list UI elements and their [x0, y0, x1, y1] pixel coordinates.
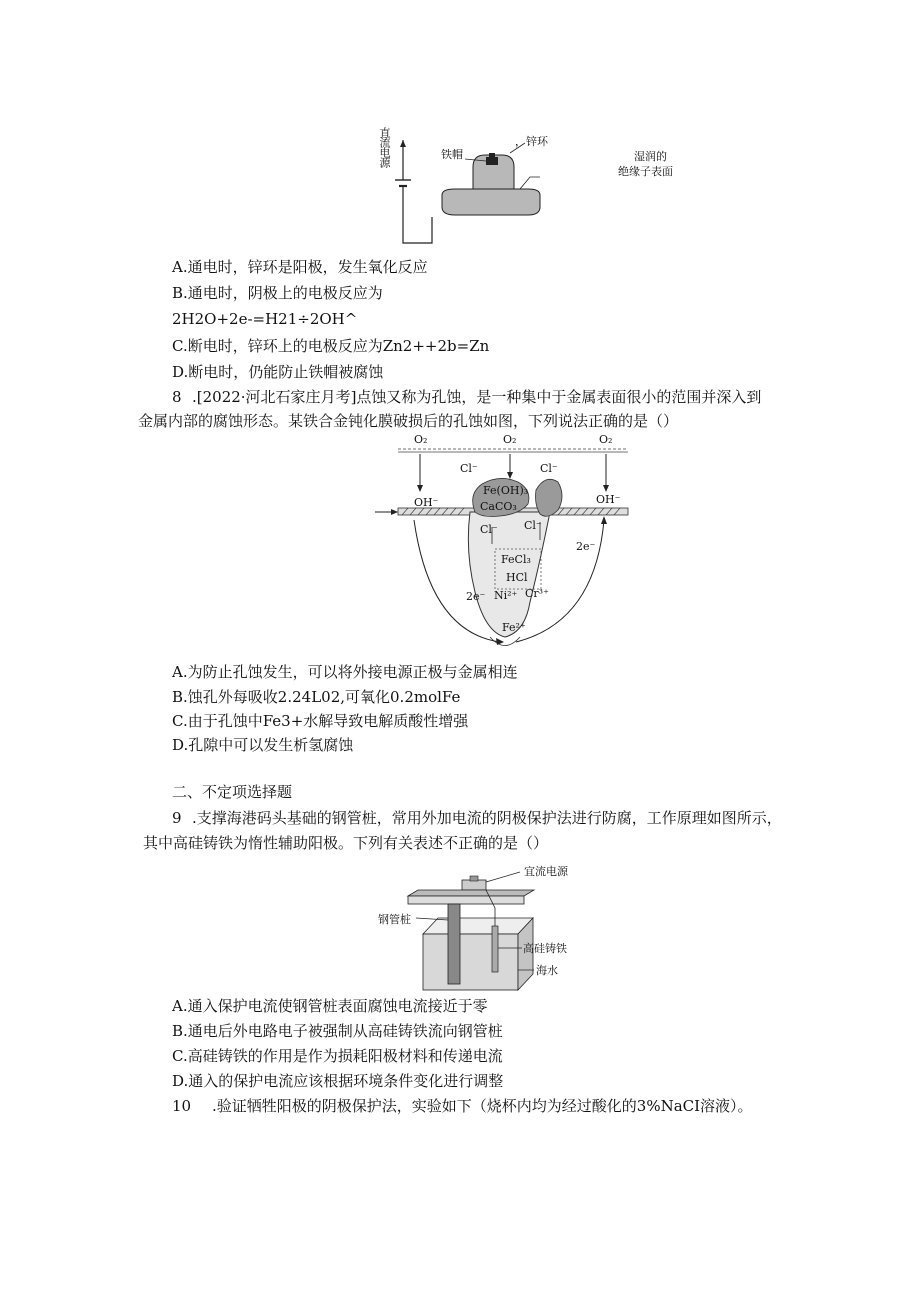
fe2-label: Fe²⁺	[502, 621, 526, 634]
q9-option-d: D.通入的保护电流应该根据环境条件变化进行调整	[172, 1072, 504, 1090]
section-title: 二、不定项选择题	[172, 783, 293, 801]
cl-label-right: Cl⁻	[540, 462, 558, 475]
q8-option-d: D.孔隙中可以发生析氢腐蚀	[172, 736, 354, 754]
oh-label-left: OH⁻	[414, 496, 439, 509]
caco3-label: CaCO₃	[480, 500, 517, 513]
hcl-label: HCl	[506, 571, 528, 584]
q9-option-b: B.通电后外电路电子被强制从高硅铸铁流向钢管桩	[172, 1022, 503, 1040]
q8-option-c: C.由于孔蚀中Fe3+水解导致电解质酸性增强	[172, 712, 469, 730]
q7-option-b: B.通电时，阴极上的电极反应为	[172, 284, 383, 302]
ni-label: Ni²⁺	[494, 589, 518, 602]
q10-number: 10	[172, 1097, 192, 1115]
anode-label: 高硅铸铁	[523, 942, 567, 955]
q8-option-b: B.蚀孔外每吸收2.24L02,可氧化0.2molFe	[172, 688, 461, 706]
figure-insulator	[370, 125, 710, 250]
oh-label-right: OH⁻	[596, 493, 621, 506]
iron-cap-label: 铁帽	[441, 148, 463, 161]
cl-label-pit-left: Cl⁻	[480, 523, 498, 536]
q7-option-a: A.通电时，锌环是阳极，发生氧化反应	[172, 258, 428, 276]
cl-label-top: Cl⁻	[460, 462, 478, 475]
q9-stem-line2: 其中高硅铸铁为惰性辅助阳极。下列有关表述不正确的是（）	[143, 834, 549, 852]
feoh3-label: Fe(OH)₃	[483, 484, 529, 497]
seawater-label: 海水	[536, 964, 558, 977]
q7-option-d: D.断电时，仍能防止铁帽被腐蚀	[172, 363, 384, 381]
q8-option-a: A.为防止孔蚀发生，可以将外接电源正极与金属相连	[172, 663, 518, 681]
electron-label-right: 2e⁻	[576, 540, 596, 553]
electron-label-left: 2e⁻	[466, 590, 486, 603]
dc-power-label: 宜流电源	[524, 865, 568, 878]
steel-pile-label: 钢管桩	[378, 913, 411, 926]
zinc-ring-label: ，锌环	[515, 135, 548, 148]
power-supply-label: 直流电源	[378, 127, 391, 167]
q8-number: 8	[172, 388, 182, 406]
q7-option-c: C.断电时，锌环上的电极反应为Zn2++2b=Zn	[172, 337, 490, 355]
o2-label-left: O₂	[414, 433, 428, 446]
q8-stem-line2: 金属内部的腐蚀形态。某铁合金钝化膜破损后的孔蚀如图，下列说法正确的是（）	[138, 412, 679, 430]
cr-label: Cr³⁺	[525, 587, 549, 600]
q9-stem-line1: .支撑海港码头基础的钢管桩，常用外加电流的阴极保护法进行防腐，工作原理如图所示，	[192, 809, 782, 827]
figure-pitting-corrosion	[370, 432, 630, 660]
q8-stem-line1: .[2022·河北石家庄月考]点蚀又称为孔蚀，是一种集中于金属表面很小的范围并深入到	[192, 388, 762, 406]
insulator-label-2: 绝缘子表面	[618, 165, 673, 178]
o2-label-right: O₂	[599, 433, 613, 446]
insulator-label-1: 湿润的	[634, 150, 667, 163]
q7-option-b-equation: 2H2O+2e-=H21÷2OH^	[172, 310, 358, 328]
fecl3-label: FeCl₃	[501, 553, 531, 566]
figure-steel-pile	[378, 862, 608, 994]
q9-option-c: C.高硅铸铁的作用是作为损耗阳极材料和传递电流	[172, 1047, 503, 1065]
q9-number: 9	[172, 809, 182, 827]
q9-option-a: A.通入保护电流使钢管桩表面腐蚀电流接近于零	[172, 997, 488, 1015]
steel-pile-diagram	[378, 862, 608, 994]
o2-label-mid: O₂	[503, 433, 517, 446]
cl-label-pit-right: Cl⁻	[524, 519, 542, 532]
q10-stem: .验证牺牲阳极的阴极保护法，实验如下（烧杯内均为经过酸化的3%NaCI溶液）。	[212, 1097, 753, 1115]
